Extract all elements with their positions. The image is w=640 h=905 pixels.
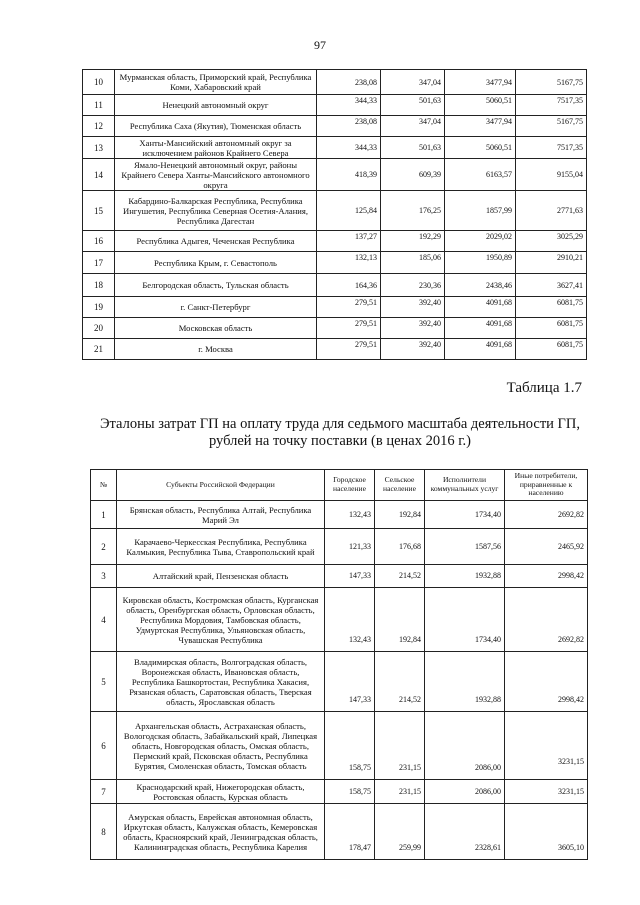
urban-value: 164,36	[317, 274, 381, 297]
region-cell: Республика Саха (Якутия), Тюменская область	[115, 116, 317, 137]
utility-value: 2328,61	[425, 804, 505, 860]
header-urban: Городское население	[325, 470, 375, 501]
row-number: 13	[83, 137, 115, 159]
row-number: 4	[91, 588, 117, 652]
other-value: 7517,35	[516, 137, 587, 159]
table-label: Таблица 1.7	[506, 380, 582, 396]
header-utility-providers: Исполнители коммунальных услуг	[425, 470, 505, 501]
utility-value: 1932,88	[425, 565, 505, 588]
utility-value: 4091,68	[445, 318, 516, 339]
region-cell: Республика Адыгея, Чеченская Республика	[115, 231, 317, 252]
table-row	[91, 804, 588, 860]
urban-value: 418,39	[317, 159, 381, 191]
urban-value: 158,75	[325, 712, 375, 780]
urban-value: 279,51	[317, 318, 381, 339]
urban-value: 344,33	[317, 137, 381, 159]
row-number: 10	[83, 70, 115, 95]
other-value: 3025,29	[516, 231, 587, 252]
other-value: 2910,21	[516, 252, 587, 274]
rural-value: 347,04	[381, 116, 445, 137]
row-number: 3	[91, 565, 117, 588]
rural-value: 185,06	[381, 252, 445, 274]
table-row	[83, 252, 587, 274]
rural-value: 192,29	[381, 231, 445, 252]
table-row	[83, 70, 587, 95]
table-row	[91, 501, 588, 529]
row-number: 21	[83, 339, 115, 360]
region-cell: Брянская область, Республика Алтай, Республика Марий Эл	[117, 501, 325, 529]
urban-value: 132,43	[325, 501, 375, 529]
rural-value: 214,52	[375, 565, 425, 588]
utility-value: 4091,68	[445, 339, 516, 360]
utility-value: 1857,99	[445, 191, 516, 231]
other-value: 6081,75	[516, 318, 587, 339]
row-number: 18	[83, 274, 115, 297]
other-value: 6081,75	[516, 297, 587, 318]
region-cell: Кировская область, Костромская область, Курганская область, Оренбургская область, Орловская область, Республика Мордовия, Тамбовская область, Удмуртская Республика, Ульяновская область, Чувашская Республика	[117, 588, 325, 652]
utility-value: 1932,88	[425, 652, 505, 712]
table-row	[83, 318, 587, 339]
table-row	[83, 159, 587, 191]
utility-value: 6163,57	[445, 159, 516, 191]
rural-value: 176,25	[381, 191, 445, 231]
other-value: 5167,75	[516, 70, 587, 95]
urban-value: 147,33	[325, 652, 375, 712]
regional-costs-table-continued	[82, 69, 587, 360]
header-other-consumers: Иные потребители, приравненные к населению	[505, 470, 588, 501]
rural-value: 259,99	[375, 804, 425, 860]
table-row	[91, 529, 588, 565]
table-row	[83, 116, 587, 137]
region-cell: г. Москва	[115, 339, 317, 360]
table-row	[83, 191, 587, 231]
rural-value: 392,40	[381, 318, 445, 339]
table-row	[83, 297, 587, 318]
utility-value: 2086,00	[425, 712, 505, 780]
other-value: 3627,41	[516, 274, 587, 297]
utility-value: 5060,51	[445, 137, 516, 159]
other-value: 7517,35	[516, 95, 587, 116]
other-value: 2998,42	[505, 565, 588, 588]
table-row	[83, 231, 587, 252]
utility-value: 2086,00	[425, 780, 505, 804]
row-number: 6	[91, 712, 117, 780]
utility-value: 1950,89	[445, 252, 516, 274]
other-value: 2465,92	[505, 529, 588, 565]
region-cell: Мурманская область, Приморский край, Республика Коми, Хабаровский край	[115, 70, 317, 95]
table-title: Эталоны затрат ГП на оплату труда для седьмого масштаба деятельности ГП, рублей на точку поставки (в ценах 2016 г.)	[99, 416, 581, 449]
row-number: 7	[91, 780, 117, 804]
region-cell: Алтайский край, Пензенская область	[117, 565, 325, 588]
region-cell: Архангельская область, Астраханская область, Вологодская область, Забайкальский край, Липецкая область, Новгородская область, Омская область, Пермский край, Псковская область, Республика Бурятия, Смоленская область, Томская область	[117, 712, 325, 780]
urban-value: 279,51	[317, 297, 381, 318]
region-cell: Краснодарский край, Нижегородская область, Ростовская область, Курская область	[117, 780, 325, 804]
table-row	[83, 339, 587, 360]
row-number: 17	[83, 252, 115, 274]
other-value: 9155,04	[516, 159, 587, 191]
utility-value: 5060,51	[445, 95, 516, 116]
urban-value: 238,08	[317, 116, 381, 137]
region-cell: г. Санкт-Петербург	[115, 297, 317, 318]
cost-standards-table	[90, 469, 588, 860]
urban-value: 238,08	[317, 70, 381, 95]
rural-value: 501,63	[381, 95, 445, 116]
utility-value: 1734,40	[425, 501, 505, 529]
urban-value: 344,33	[317, 95, 381, 116]
rural-value: 231,15	[375, 712, 425, 780]
row-number: 15	[83, 191, 115, 231]
utility-value: 4091,68	[445, 297, 516, 318]
other-value: 2771,63	[516, 191, 587, 231]
rural-value: 501,63	[381, 137, 445, 159]
utility-value: 1587,56	[425, 529, 505, 565]
urban-value: 147,33	[325, 565, 375, 588]
rural-value: 192,84	[375, 588, 425, 652]
table-row	[83, 95, 587, 116]
row-number: 5	[91, 652, 117, 712]
table-row	[91, 652, 588, 712]
row-number: 2	[91, 529, 117, 565]
rural-value: 176,68	[375, 529, 425, 565]
urban-value: 158,75	[325, 780, 375, 804]
other-value: 2692,82	[505, 588, 588, 652]
region-cell: Амурская область, Еврейская автономная область, Иркутская область, Калужская область, Кемеровская область, Красноярский край, Ленинградская область, Калининградская область, Республика Карелия	[117, 804, 325, 860]
region-cell: Ханты-Мансийский автономный округ за исключением районов Крайнего Севера	[115, 137, 317, 159]
utility-value: 3477,94	[445, 70, 516, 95]
urban-value: 125,84	[317, 191, 381, 231]
region-cell: Ямало-Ненецкий автономный округ, районы Крайнего Севера Ханты-Мансийского автономного округа	[115, 159, 317, 191]
urban-value: 121,33	[325, 529, 375, 565]
row-number: 14	[83, 159, 115, 191]
region-cell: Ненецкий автономный округ	[115, 95, 317, 116]
rural-value: 214,52	[375, 652, 425, 712]
region-cell: Карачаево-Черкесская Республика, Республика Калмыкия, Республика Тыва, Ставропольский край	[117, 529, 325, 565]
rural-value: 347,04	[381, 70, 445, 95]
table-row	[91, 588, 588, 652]
other-value: 2998,42	[505, 652, 588, 712]
table-header-row	[91, 470, 588, 501]
rural-value: 192,84	[375, 501, 425, 529]
header-number: №	[91, 470, 117, 501]
region-cell: Кабардино-Балкарская Республика, Республика Ингушетия, Республика Северная Осетия-Алания, Республика Дагестан	[115, 191, 317, 231]
header-rural: Сельское население	[375, 470, 425, 501]
table-row	[91, 565, 588, 588]
utility-value: 2438,46	[445, 274, 516, 297]
row-number: 8	[91, 804, 117, 860]
row-number: 19	[83, 297, 115, 318]
rural-value: 230,36	[381, 274, 445, 297]
other-value: 2692,82	[505, 501, 588, 529]
other-value: 3231,15	[505, 780, 588, 804]
rural-value: 392,40	[381, 297, 445, 318]
row-number: 12	[83, 116, 115, 137]
other-value: 3605,10	[505, 804, 588, 860]
table-row	[83, 137, 587, 159]
table-row	[91, 780, 588, 804]
row-number: 1	[91, 501, 117, 529]
rural-value: 392,40	[381, 339, 445, 360]
other-value: 6081,75	[516, 339, 587, 360]
utility-value: 1734,40	[425, 588, 505, 652]
urban-value: 279,51	[317, 339, 381, 360]
row-number: 20	[83, 318, 115, 339]
rural-value: 609,39	[381, 159, 445, 191]
utility-value: 2029,02	[445, 231, 516, 252]
page-number: 97	[314, 38, 326, 52]
urban-value: 132,13	[317, 252, 381, 274]
header-region: Субъекты Российской Федерации	[117, 470, 325, 501]
other-value: 5167,75	[516, 116, 587, 137]
row-number: 16	[83, 231, 115, 252]
table-row	[91, 712, 588, 780]
region-cell: Белгородская область, Тульская область	[115, 274, 317, 297]
rural-value: 231,15	[375, 780, 425, 804]
urban-value: 132,43	[325, 588, 375, 652]
row-number: 11	[83, 95, 115, 116]
utility-value: 3477,94	[445, 116, 516, 137]
region-cell: Московская область	[115, 318, 317, 339]
table-row	[83, 274, 587, 297]
other-value: 3231,15	[505, 712, 588, 780]
urban-value: 137,27	[317, 231, 381, 252]
region-cell: Республика Крым, г. Севастополь	[115, 252, 317, 274]
region-cell: Владимирская область, Волгоградская область, Воронежская область, Ивановская область, Республика Башкортостан, Республика Хакасия, Рязанская область, Саратовская область, Тверская область, Ярославская область	[117, 652, 325, 712]
urban-value: 178,47	[325, 804, 375, 860]
